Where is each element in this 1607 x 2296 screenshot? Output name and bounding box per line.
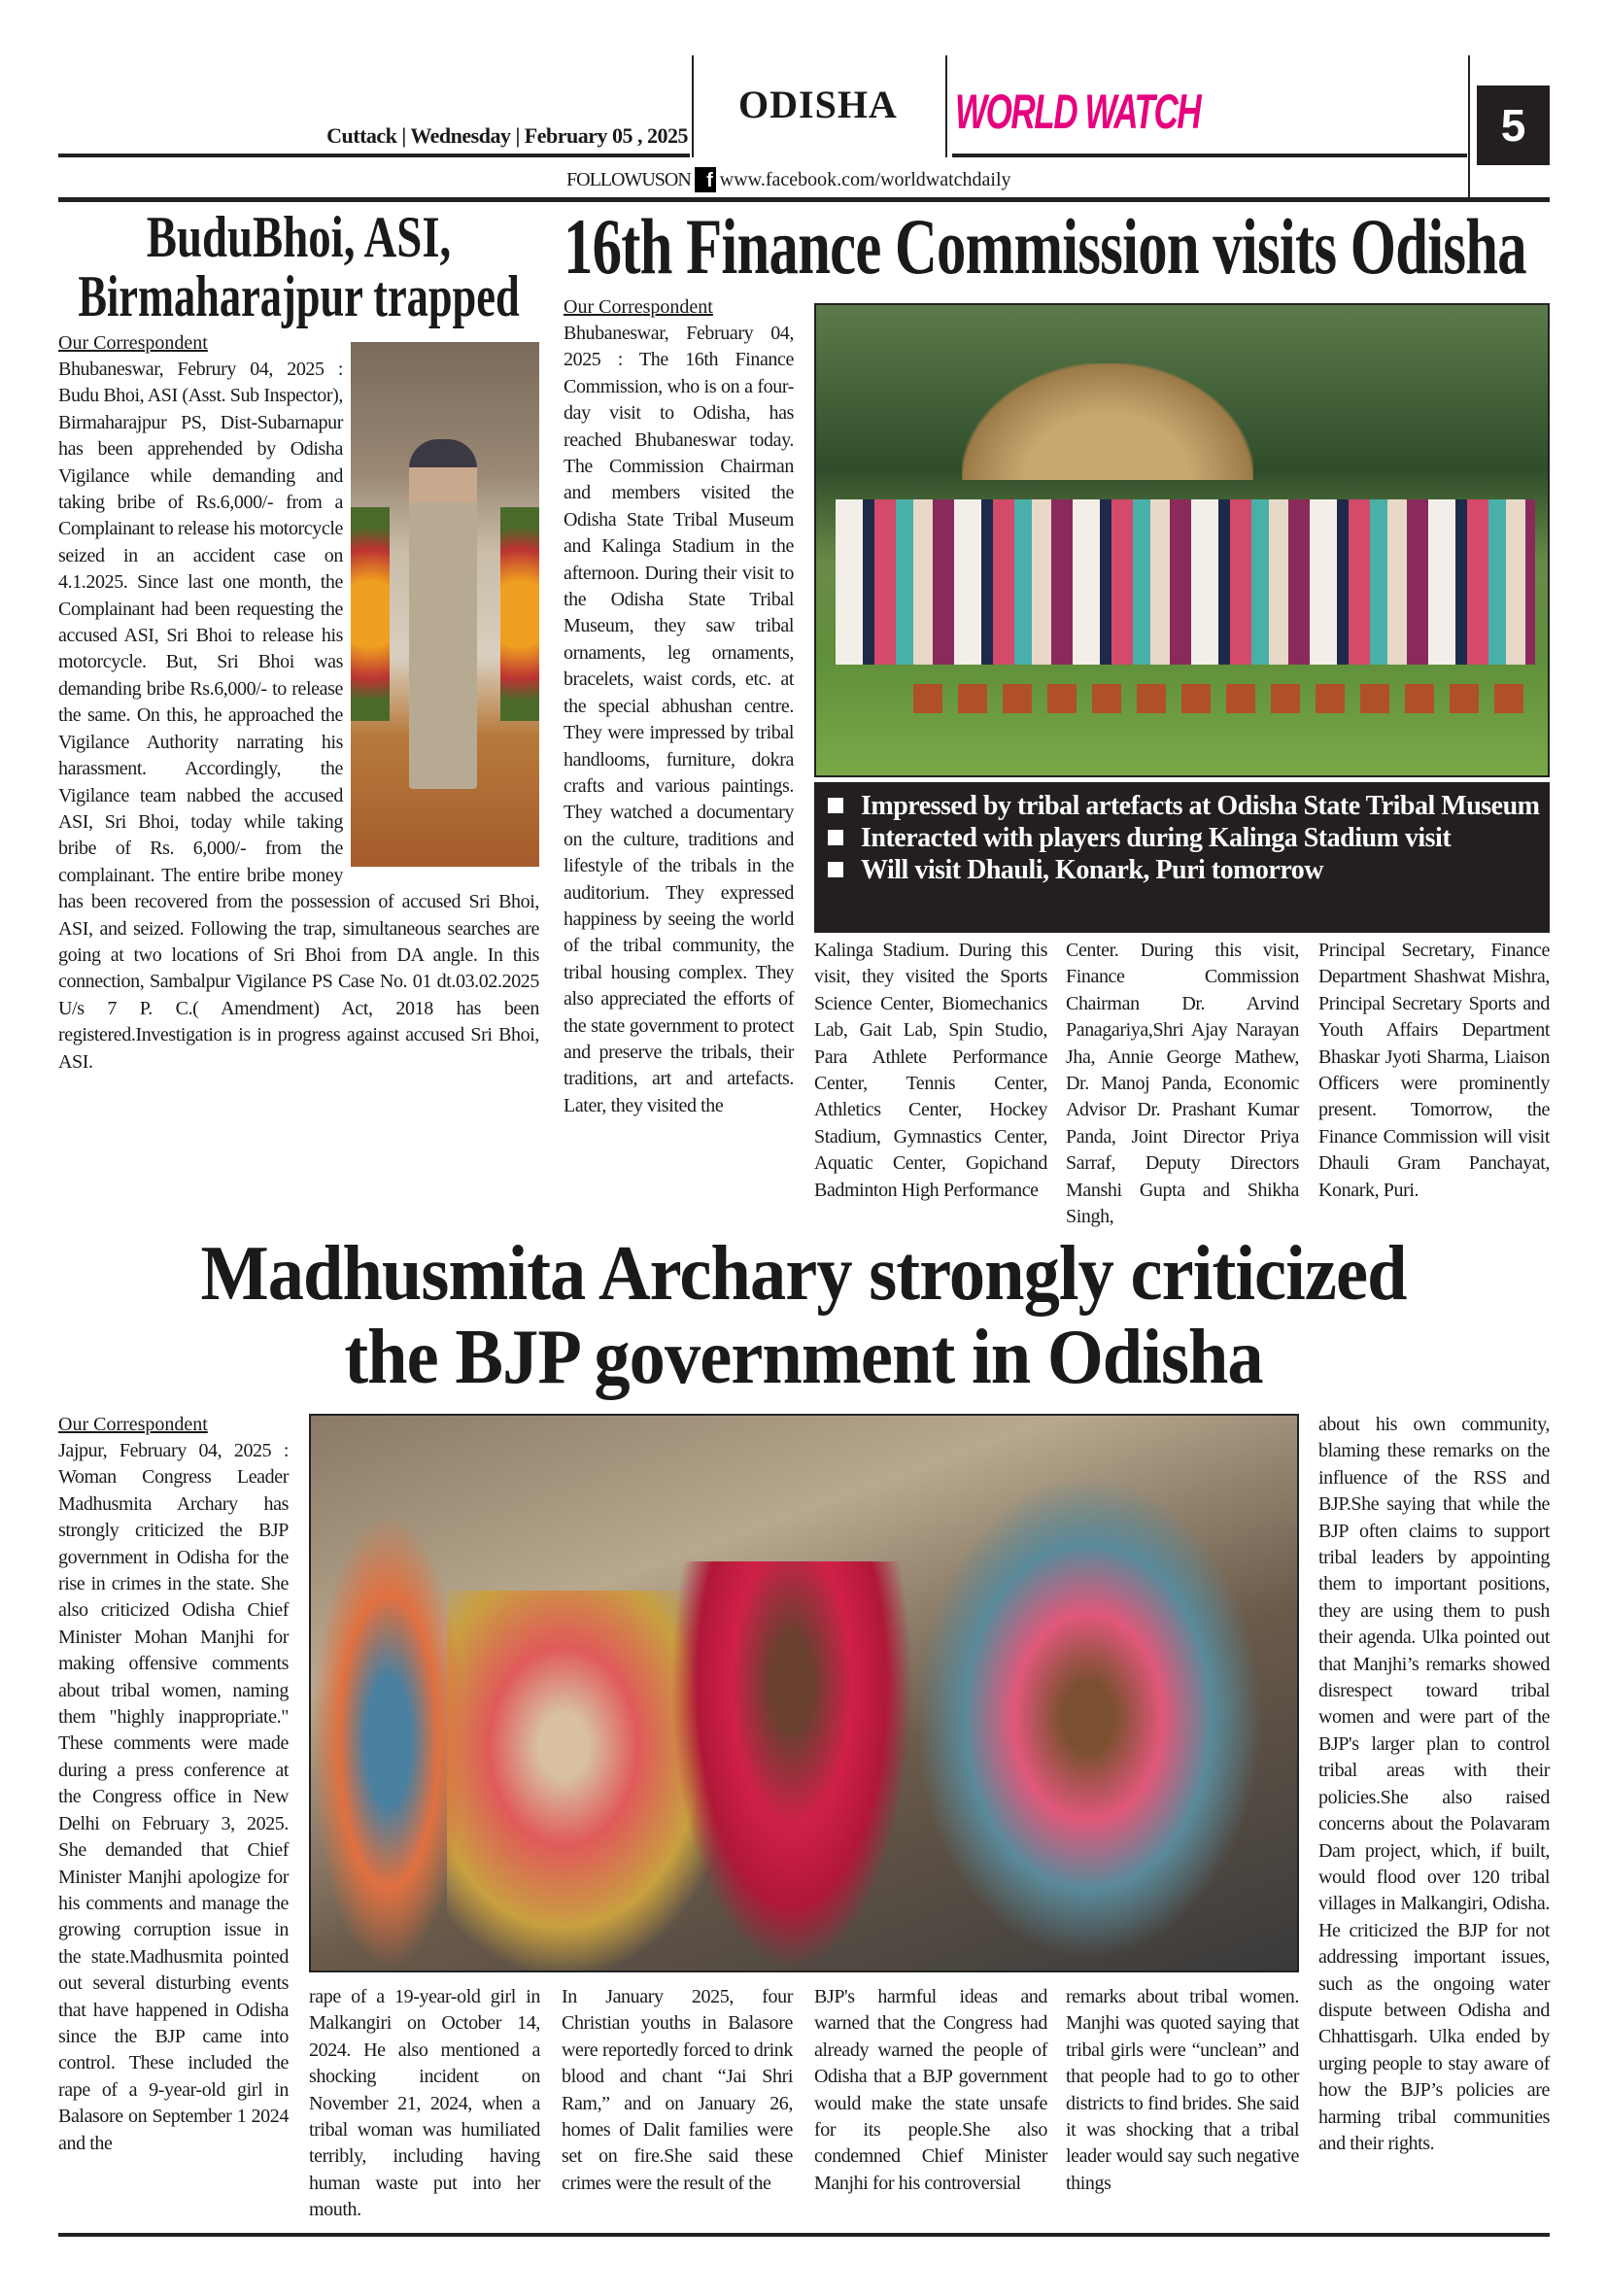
article-body: Jajpur, February 04, 2025 : Woman Congress Leader Madhusmita Archary has strongly criticized the BJP government in Odisha for the rise in crimes in the state. She also criticized Odisha Chief Minister Mohan Manjhi for making offensive comments about tribal women, naming them "highly inappropriate." These comments were made during a press conference at the Congress office in New Delhi on February 3, 2025. She demanded that Chief Minister Manjhi apologize for his comments and manage the growing corruption issue in the state.Madhusmita pointed out several disturbing events that have happened in Odisha since the BJP came into control. These included the rape of a 9-year-old girl in Balasore on September 1 2024 and the xyxy=(58,1440,289,2154)
article-body: Principal Secretary, Finance Department Shashwat Mishra, Principal Secretary Sports and Youth Affairs Department Bhaskar Jyoti Sharma, Liaison Officers were prominently present. Tomorrow, the Finance Commission will visit Dhauli Gram Panchayat, Konark, Puri. xyxy=(1318,940,1550,1201)
header-rule-right xyxy=(952,154,1467,157)
article2-headline-wrap xyxy=(564,202,1607,291)
article2-headline: 16th Finance Commission visits Odisha xyxy=(564,202,1526,291)
article1-headline xyxy=(58,205,539,328)
article2-highlights xyxy=(814,782,1550,933)
header-divider xyxy=(692,55,694,157)
article-body: remarks about tribal women. Manjhi was quoted saying that tribal girls were “unclean” and that people had to go to other districts to find brides. She said it was shocking that a tribal leader would say such negative things xyxy=(1066,1986,1299,2194)
bullet-square-icon xyxy=(828,830,843,845)
header-divider xyxy=(1468,55,1470,201)
byline: Our Correspondent xyxy=(58,1414,208,1435)
article2-column xyxy=(564,294,794,1119)
article-body: Bhubaneswar, February 04, 2025 : The 16th Finance Commission, who is on a four-day visit to Odisha, has reached Bhubaneswar today. The Commission Chairman and members visited the Odisha State Tribal Museum and Kalinga Stadium in the afternoon. During their visit to the Odisha State Tribal Museum, they saw tribal ornaments, leg ornaments, bracelets, waist cords, etc. at the special abhushan centre. They were impressed by tribal handlooms, furniture, dokra crafts and various paintings. They watched a documentary on the culture, traditions and lifestyle of the tribals in the auditorium. They expressed happiness by seeing the world of the tribal community, the tribal housing complex. They also appreciated the efforts of the state government to protect and preserve the tribals, their traditions, art and artefacts. Later, they visited the xyxy=(564,323,794,1116)
article-body: Center. During this visit, Finance Commission Chairman Dr. Arvind Panagariya,Shri Ajay Narayan Jha, Annie George Mathew, Dr. Manoj Panda, Economic Advisor Dr. Prashant Kumar Panda, Joint Director Priya Sarraf, Deputy Directors Manshi Gupta and Shikha Singh, xyxy=(1066,940,1299,1228)
article-body: about his own community, blaming these remarks on the influence of the RSS and BJP.She saying that while the BJP often claims to support tribal leaders by appointing them to important positions, they are using them to push their agenda. Ulka pointed out that Manjhi’s remarks showed disrespect toward tribal women and were part of the BJP's larger plan to control tribal areas with their policies.She also raised concerns about the Polavaram Dam project, which, if built, would flood over 120 tribal villages in Malkangiri, Odisha. He criticized the BJP for not addressing important issues, such as the ongoing water dispute between Odisha and Chhattisgarh. Ulka ended by urging people to stay aware of how the BJP’s policies are harming tribal communities and their rights. xyxy=(1318,1414,1550,2154)
follow-label: FOLLOWUSON xyxy=(566,168,691,190)
section-title: ODISHA xyxy=(738,83,898,126)
headline-line: Birmaharajpur trapped xyxy=(78,264,520,328)
highlight-text: Interacted with players during Kalinga Stadium visit xyxy=(861,823,1452,853)
byline: Our Correspondent xyxy=(58,332,208,354)
congress-leader-photo xyxy=(309,1414,1299,1972)
headline-line: BuduBhoi, ASI, xyxy=(146,205,452,269)
highlight-item xyxy=(824,822,1540,854)
article-body: BJP's harmful ideas and warned that the Congress had already warned the people of Odisha that a BJP government would make the state unsafe for its people.She also condemned Chief Minister Manjhi for his controversial xyxy=(814,1986,1047,2194)
article3-headline xyxy=(0,1232,1607,1399)
bullet-square-icon xyxy=(828,798,843,813)
header-divider xyxy=(945,55,947,157)
bullet-square-icon xyxy=(828,862,843,877)
headline-line: the BJP government in Odisha xyxy=(344,1315,1263,1400)
headline-line: Madhusmita Archary strongly criticized xyxy=(200,1231,1407,1317)
world-watch-logo: WORLD WATCH xyxy=(955,85,1201,139)
article1-body-container xyxy=(58,330,539,1076)
byline: Our Correspondent xyxy=(564,296,713,318)
asi-photo xyxy=(351,342,539,867)
article-body: Kalinga Stadium. During this visit, they visited the Sports Science Center, Biomechanics Lab, Gait Lab, Spin Studio, Para Athlete Performance Center, Tennis Center, Athletics Center, Hockey Stadium, Gymnastics Center, Aquatic Center, Gopichand Badminton High Performance xyxy=(814,940,1047,1201)
article-body: Bhubaneswar, Februry 04, 2025 : Budu Bhoi, ASI (Asst. Sub Inspector), Birmaharajpur PS, Dist-Subarnapur has been apprehended by Odisha Vigilance while demanding and taking bribe of Rs.6,000/- from a Complainant to release his motorcycle seized in an accident case on 4.1.2025. Since last one month, the Complainant had been requesting the accused ASI, Sri Bhoi to release his motorcycle. But, Sri Bhoi was demanding bribe Rs.6,000/- to release the same. On this, he approached the Vigilance Authority narrating his harassment. Accordingly, the Vigilance team nabbed the accused ASI, Sri Bhoi, today while taking bribe of Rs. 6,000/- from the complainant. The entire bribe money has been recovered from the possession of accused Sri Bhoi, ASI, and seized. Following the trap, simultaneous searches are going at two locations of Sri Bhoi from DA angle. In this connection, Sambalpur Vigilance PS Case No. 01 dt.03.02.2025 U/s 7 P. C.( Amendment) Act, 2018 has been registered.Investigation is in progress against accused Sri Bhoi, ASI. xyxy=(58,359,539,1073)
article-body: rape of a 19-year-old girl in Malkangiri on October 14, 2024. He also mentioned a shocking incident on November 21, 2024, when a tribal woman was humiliated terribly, including having human waste put into her mouth. xyxy=(309,1986,540,2221)
highlight-text: Impressed by tribal artefacts at Odisha State Tribal Museum xyxy=(861,791,1540,821)
finance-commission-photo xyxy=(814,303,1550,777)
dateline: Cuttack | Wednesday | February 05 , 2025 xyxy=(326,123,688,148)
article-body: In January 2025, four Christian youths in Balasore were reportedly forced to drink blood and chant “Jai Shri Ram,” and on January 26, homes of Dalit families were set on fire.She said these crimes were the result of the xyxy=(562,1986,793,2194)
footer-rule xyxy=(58,2233,1550,2237)
article3-column xyxy=(58,1412,289,2157)
highlight-item xyxy=(824,790,1540,822)
page-number: 5 xyxy=(1477,86,1550,165)
follow-us xyxy=(566,167,1011,192)
highlight-text: Will visit Dhauli, Konark, Puri tomorrow xyxy=(861,855,1323,885)
facebook-link[interactable]: www.facebook.com/worldwatchdaily xyxy=(719,168,1011,190)
facebook-icon[interactable]: f xyxy=(695,167,716,192)
header-rule-left xyxy=(58,154,690,157)
highlight-item xyxy=(824,854,1540,886)
